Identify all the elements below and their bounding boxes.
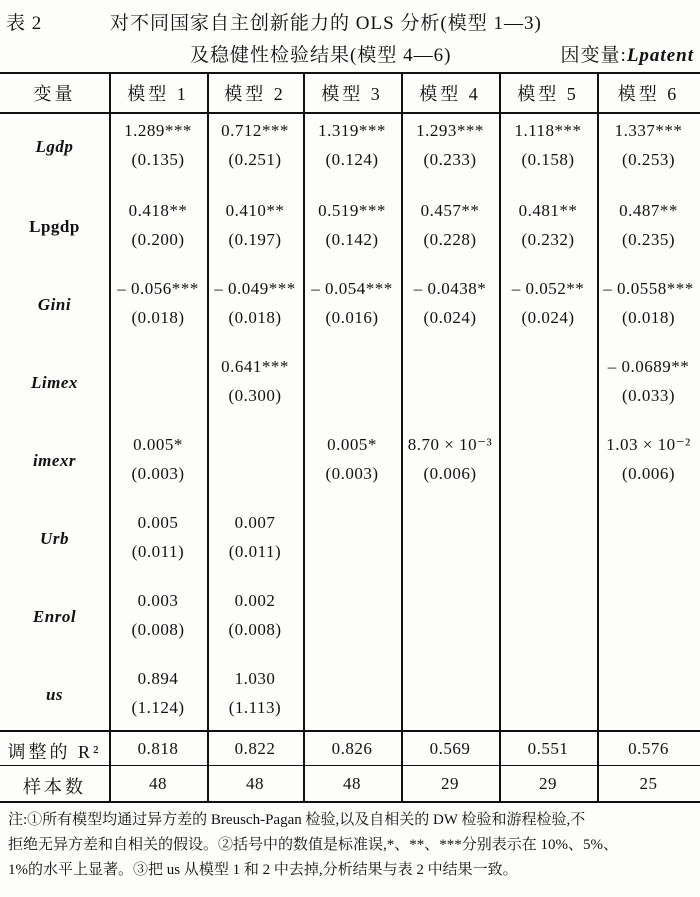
header-rule bbox=[0, 112, 700, 114]
std-error-cell: (0.018) bbox=[621, 308, 676, 327]
header-model-5: 模型 5 bbox=[517, 84, 579, 104]
sample-size-value: 48 bbox=[343, 774, 361, 793]
coefficient-cell: 0.003 bbox=[137, 591, 179, 610]
adjusted-r2-value: 0.551 bbox=[527, 739, 569, 758]
dependent-variable-prefix: 因变量: bbox=[560, 45, 627, 66]
coefficient-cell: 1.337*** bbox=[614, 121, 683, 140]
column-divider bbox=[499, 72, 501, 801]
std-error-cell: (0.197) bbox=[228, 230, 282, 249]
std-error-cell: (0.006) bbox=[423, 464, 477, 483]
coefficient-cell: 1.030 bbox=[234, 669, 276, 688]
table-notes bbox=[8, 808, 696, 883]
variable-name: imexr bbox=[32, 451, 77, 470]
std-error-cell: (0.008) bbox=[228, 620, 282, 639]
std-error-cell: (0.003) bbox=[131, 464, 185, 483]
coefficient-cell: 1.293*** bbox=[416, 121, 484, 140]
coefficient-cell: 0.457** bbox=[420, 201, 480, 220]
header-model-6: 模型 6 bbox=[617, 84, 680, 104]
header-variable: 变量 bbox=[33, 84, 76, 104]
std-error-cell: (0.200) bbox=[131, 230, 185, 249]
coefficient-cell: 1.03 × 10⁻² bbox=[606, 435, 691, 454]
variable-name: Lpgdp bbox=[29, 217, 80, 236]
note-line-3: 1%的水平上显著。③把 us 从模型 1 和 2 中去掉,分析结果与表 2 中结果一致。 bbox=[8, 862, 518, 878]
table-title-line2 bbox=[0, 38, 700, 68]
std-error-cell: (0.033) bbox=[621, 386, 676, 405]
column-divider bbox=[207, 72, 209, 801]
std-error-cell: (0.003) bbox=[325, 464, 379, 483]
std-error-cell: (0.142) bbox=[325, 230, 379, 249]
adjusted-r2-label: 调整的 R² bbox=[7, 742, 102, 762]
table-subtitle: 及稳健性检验结果(模型 4—6) bbox=[190, 45, 452, 66]
table-title: 对不同国家自主创新能力的 OLS 分析(模型 1—3) bbox=[110, 13, 542, 34]
variable-name: us bbox=[45, 685, 64, 704]
coefficient-cell: 0.641*** bbox=[221, 357, 289, 376]
std-error-cell: (0.228) bbox=[423, 230, 477, 249]
std-error-cell: (0.006) bbox=[621, 464, 676, 483]
sample-size-value: 29 bbox=[441, 774, 459, 793]
std-error-cell: (0.300) bbox=[228, 386, 282, 405]
variable-name: Limex bbox=[31, 373, 78, 392]
std-error-cell: (0.011) bbox=[131, 542, 185, 561]
variable-name: Lgdp bbox=[35, 137, 74, 156]
adjusted-r2-value: 0.818 bbox=[137, 739, 179, 758]
std-error-cell: (0.235) bbox=[621, 230, 676, 249]
coefficient-cell: 1.118*** bbox=[514, 121, 582, 140]
std-error-cell: (0.158) bbox=[521, 150, 575, 169]
coefficient-cell: – 0.056*** bbox=[117, 279, 199, 298]
coefficient-cell: 1.289*** bbox=[124, 121, 192, 140]
std-error-cell: (0.011) bbox=[228, 542, 282, 561]
coefficient-cell: 0.487** bbox=[619, 201, 678, 220]
std-error-cell: (0.251) bbox=[228, 150, 282, 169]
std-error-cell: (1.124) bbox=[131, 698, 185, 717]
coefficient-cell: – 0.054*** bbox=[311, 279, 393, 298]
coefficient-cell: – 0.0558*** bbox=[603, 279, 694, 298]
coefficient-cell: 0.005* bbox=[327, 435, 377, 454]
variable-name: Urb bbox=[40, 529, 69, 548]
table-title-line1 bbox=[0, 6, 700, 36]
std-error-cell: (1.113) bbox=[228, 698, 282, 717]
std-error-cell: (0.135) bbox=[131, 150, 185, 169]
sample-size-value: 48 bbox=[246, 774, 264, 793]
header-model-2: 模型 2 bbox=[224, 84, 286, 104]
header-model-1: 模型 1 bbox=[127, 84, 189, 104]
table-top-rule bbox=[0, 72, 700, 74]
dependent-variable bbox=[561, 40, 694, 67]
std-error-cell: (0.024) bbox=[521, 308, 575, 327]
note-line-2: 拒绝无异方差和自相关的假设。②括号中的数值是标准误,*、**、***分别表示在 10%、5%、 bbox=[8, 837, 618, 853]
coefficient-cell: 0.410** bbox=[225, 201, 285, 220]
std-error-cell: (0.024) bbox=[423, 308, 477, 327]
std-error-cell: (0.018) bbox=[131, 308, 185, 327]
coefficient-cell: – 0.0689** bbox=[607, 357, 690, 376]
note-line-1: 注:①所有模型均通过异方差的 Breusch-Pagan 检验,以及自相关的 DW 检验和游程检验,不 bbox=[8, 812, 586, 828]
adjusted-r2-value: 0.822 bbox=[234, 739, 276, 758]
std-error-cell: (0.008) bbox=[131, 620, 185, 639]
std-error-cell: (0.233) bbox=[423, 150, 477, 169]
adjusted-r2-value: 0.576 bbox=[628, 739, 669, 758]
coefficient-cell: 0.894 bbox=[137, 669, 179, 688]
header-model-3: 模型 3 bbox=[321, 84, 383, 104]
adjusted-r2-value: 0.826 bbox=[331, 739, 373, 758]
body-rule bbox=[0, 730, 700, 732]
coefficient-cell: 0.007 bbox=[234, 513, 276, 532]
coefficient-cell: 0.481** bbox=[518, 201, 578, 220]
sample-size-value: 48 bbox=[149, 774, 167, 793]
coefficient-cell: 0.712*** bbox=[221, 121, 289, 140]
coefficient-cell: 0.005 bbox=[137, 513, 179, 532]
coefficient-cell: – 0.049*** bbox=[214, 279, 296, 298]
coefficient-cell: 1.319*** bbox=[318, 121, 386, 140]
std-error-cell: (0.018) bbox=[228, 308, 282, 327]
r2-rule bbox=[0, 765, 700, 766]
coefficient-cell: 0.519*** bbox=[318, 201, 386, 220]
sample-size-value: 25 bbox=[639, 774, 658, 793]
std-error-cell: (0.253) bbox=[621, 150, 676, 169]
std-error-cell: (0.016) bbox=[325, 308, 379, 327]
coefficient-cell: 8.70 × 10⁻³ bbox=[407, 435, 493, 454]
coefficient-cell: 0.418** bbox=[128, 201, 188, 220]
coefficient-cell: 0.002 bbox=[234, 591, 276, 610]
std-error-cell: (0.124) bbox=[325, 150, 379, 169]
variable-name: Gini bbox=[37, 295, 72, 314]
table-bottom-rule bbox=[0, 801, 700, 803]
variable-name: Enrol bbox=[32, 607, 77, 626]
header-model-4: 模型 4 bbox=[419, 84, 481, 104]
std-error-cell: (0.232) bbox=[521, 230, 575, 249]
table-label: 表 2 bbox=[6, 13, 43, 34]
coefficient-cell: – 0.052** bbox=[511, 279, 585, 298]
sample-size-value: 29 bbox=[539, 774, 557, 793]
coefficient-cell: 0.005* bbox=[133, 435, 183, 454]
coefficient-cell: – 0.0438* bbox=[413, 279, 487, 298]
dependent-variable-name: Lpatent bbox=[626, 45, 694, 66]
adjusted-r2-value: 0.569 bbox=[429, 739, 471, 758]
sample-size-label: 样本数 bbox=[23, 777, 86, 797]
